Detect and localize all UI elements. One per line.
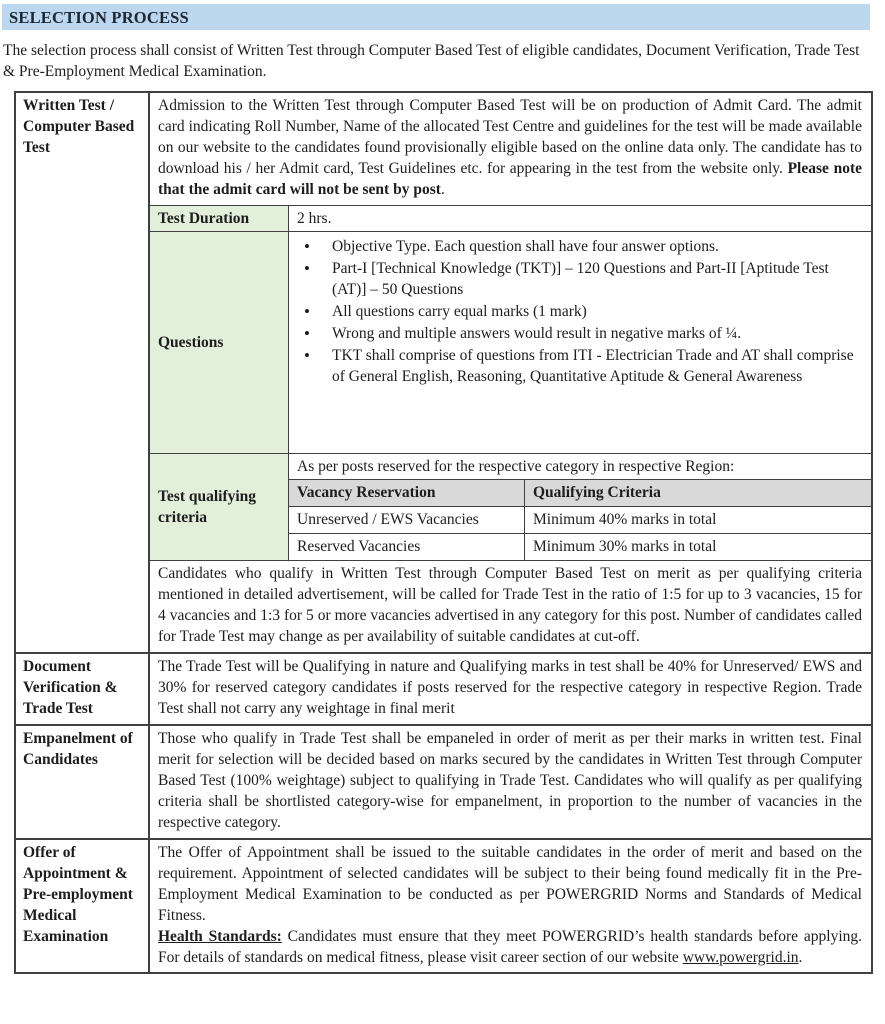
table-row <box>289 533 871 560</box>
row-empanelment <box>16 724 871 838</box>
vacancy-qualifying-table <box>289 480 871 560</box>
qualifying-intro: As per posts reserved for the respective category in respective Region: <box>289 454 871 480</box>
row-offer-of-appointment <box>16 838 871 972</box>
row-written-test <box>16 93 871 652</box>
header-qualifying-criteria: Qualifying Criteria <box>525 480 871 506</box>
cell-unreserved-vacancies: Unreserved / EWS Vacancies <box>289 507 525 533</box>
health-standards-text: Candidates must ensure that they meet POWERGRID’s health standards before applying. For details of standards on medical fitness, please visit career section of our website <box>158 928 863 966</box>
table-row <box>289 506 871 533</box>
row-document-verification <box>16 652 871 724</box>
label-empanelment: Empanelment of Candidates <box>16 726 150 838</box>
qualifying-criteria-label: Test qualifying criteria <box>150 454 289 560</box>
bullet-item: • Wrong and multiple answers would result in negative marks of ¼. <box>302 323 859 344</box>
qualifying-criteria-content <box>289 454 871 560</box>
test-duration-label: Test Duration <box>150 206 289 231</box>
bullet-item: • Part-I [Technical Knowledge (TKT)] – 120 Questions and Part-II [Aptitude Test (AT)] – 50 Questions <box>302 258 859 300</box>
document-verification-paragraph: The Trade Test will be Qualifying in nature and Qualifying marks in test shall be 40% for Unreserved/ EWS and 30% for reserved category candidates if posts reserved for the respective category in respective Region. Trade Test shall not carry any weightage in final merit <box>158 658 862 717</box>
empanelment-paragraph: Those who qualify in Trade Test shall be empaneled in order of merit as per their marks in written test. Final merit for selection will be decided based on marks secured by the candidates in Written Test through Computer Based Test (100% weightage) subject to qualifying in Trade Test. Candidates who will qualify as per qualifying criteria shall be shortlisted category-wise for empanelment, in proportion to the number of vacancies in the respective category. <box>158 730 862 831</box>
admit-card-bold-note: Please note that the admit card will not be sent by post <box>158 160 862 198</box>
selection-process-table <box>14 91 873 974</box>
powergrid-website-link[interactable]: www.powergrid.in <box>682 949 799 966</box>
questions-bullet-list <box>289 236 871 387</box>
health-standards-label: Health Standards: <box>158 928 282 945</box>
trade-test-call-paragraph: Candidates who qualify in Written Test through Computer Based Test on merit as per qualifying criteria mentioned in detailed advertisement, will be called for Trade Test in the ratio of 1:5 for up to 3 vacancies, 15 for 4 vacancies and 1:3 for 5 or more vacancies advertised in any category for this post. Number of candidates called for Trade Test may change as per availability of suitable candidates at cut-off. <box>158 565 862 645</box>
section-title: SELECTION PROCESS <box>2 4 870 30</box>
bullet-item: • All questions carry equal marks (1 mark) <box>302 301 859 322</box>
header-vacancy-reservation: Vacancy Reservation <box>289 480 525 506</box>
label-offer-of-appointment: Offer of Appointment & Pre-employment Medical Examination <box>16 840 150 972</box>
trade-test-call-row <box>150 560 871 652</box>
qualifying-criteria-row <box>150 453 871 560</box>
offer-content <box>150 840 871 972</box>
health-standards-paragraph <box>150 926 871 972</box>
bullet-item: • Objective Type. Each question shall have four answer options. <box>302 236 859 257</box>
label-written-test: Written Test / Computer Based Test <box>16 93 150 652</box>
cell-reserved-vacancies: Reserved Vacancies <box>289 534 525 560</box>
document-verification-content <box>150 654 871 724</box>
written-test-content <box>150 93 871 652</box>
label-document-verification: Document Verification & Trade Test <box>16 654 150 724</box>
admit-card-text: Admission to the Written Test through Computer Based Test will be on production of Admit Card. The admit card indicating Roll Number, Name of the allocated Test Centre and guidelines for the test will be made available on our website to the candidates found provisionally eligible based on the online data only. The candidate has to download his / her Admit card, Test Guidelines etc. for appearing in the test from the website only. <box>158 97 862 177</box>
cell-reserved-criteria: Minimum 30% marks in total <box>533 538 717 555</box>
empanelment-content <box>150 726 871 838</box>
admit-card-paragraph <box>150 93 871 205</box>
test-duration-row <box>150 205 871 231</box>
bullet-item: • TKT shall comprise of questions from ITI - Electrician Trade and AT shall comprise of General English, Reasoning, Quantitative Aptitude & General Awareness <box>302 345 859 387</box>
questions-content <box>289 232 871 453</box>
questions-label: Questions <box>150 232 289 453</box>
offer-paragraph: The Offer of Appointment shall be issued to the suitable candidates in the order of merit and based on the requirement. Appointment of selected candidates will be subject to their being found medically fit in the Pre-Employment Medical Examination to be conducted as per POWERGRID Norms and Standards of Medical Fitness. <box>158 844 862 924</box>
cell-unreserved-criteria: Minimum 40% marks in total <box>533 511 717 528</box>
admit-card-period: . <box>440 181 445 198</box>
test-duration-value: 2 hrs. <box>297 210 332 227</box>
after-website-period: . <box>798 949 803 966</box>
vacancy-table-header-row <box>289 480 871 506</box>
questions-row <box>150 231 871 453</box>
intro-paragraph: The selection process shall consist of Written Test through Computer Based Test of eligible candidates, Document Verification, Trade Test & Pre-Employment Medical Examination. <box>3 42 860 80</box>
